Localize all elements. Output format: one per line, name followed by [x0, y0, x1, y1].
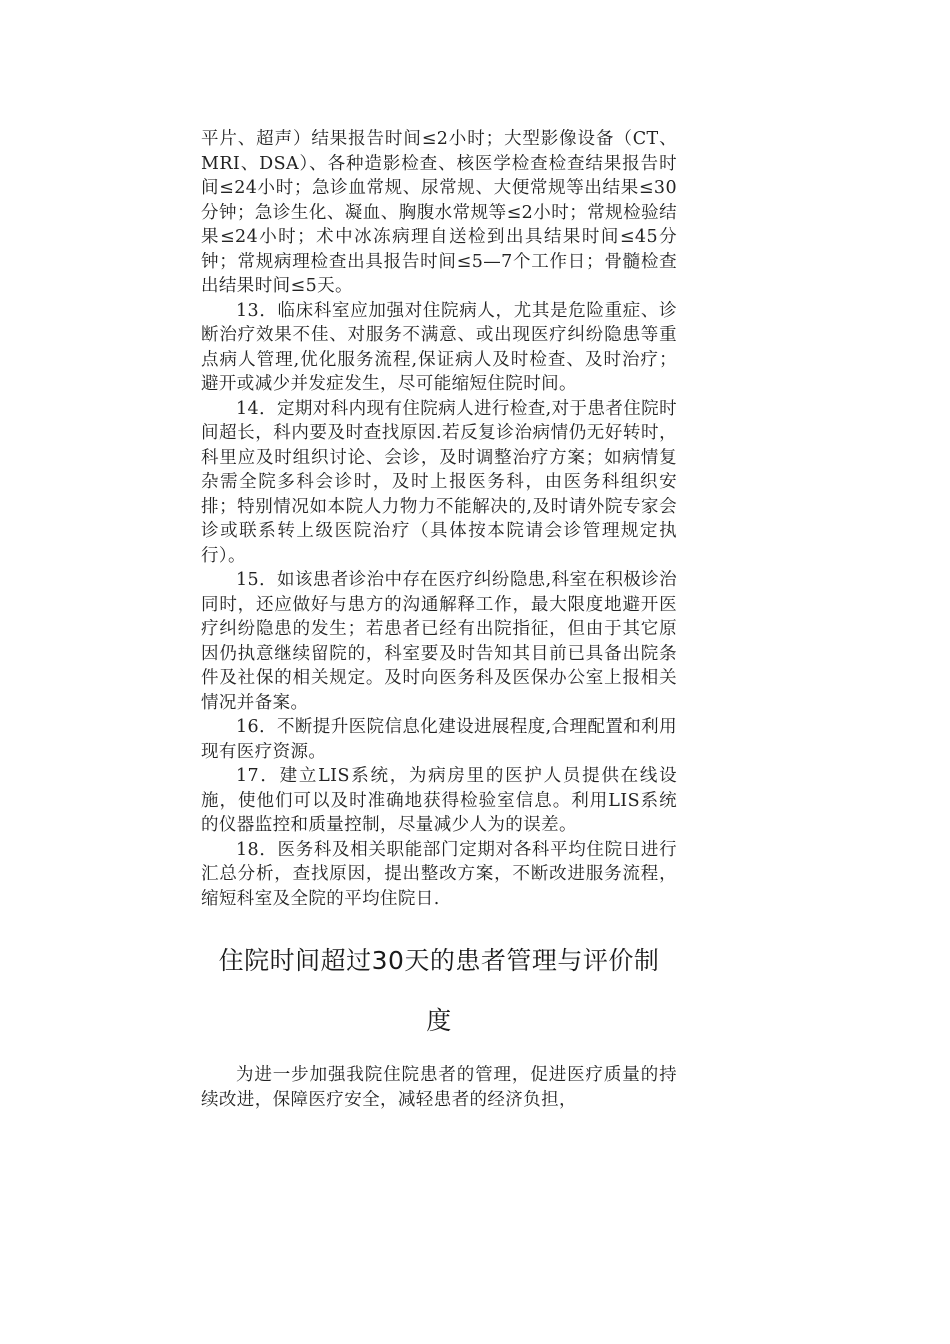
section-title-line-2: 度	[426, 1006, 452, 1035]
paragraph-item-17: 17．建立LIS系统，为病房里的医护人员提供在线设施，使他们可以及时准确地获得检验室信息。利用LIS系统的仪器监控和质量控制，尽量减少人为的误差。	[201, 766, 677, 835]
paragraph-item-13: 13．临床科室应加强对住院病人，尤其是危险重症、诊断治疗效果不佳、对服务不满意、或出现医疗纠纷隐患等重点病人管理,优化服务流程,保证病人及时检查、及时治疗；避开或减少并发症发生，尽可能缩短住院时间。	[201, 300, 677, 394]
paragraph-item-14: 14．定期对科内现有住院病人进行检查,对于患者住院时间超长，科内要及时查找原因.若反复诊治病情仍无好转时，科里应及时组织讨论、会诊，及时调整治疗方案；如病情复杂需全院多科会诊时，及时上报医务科，由医务科组织安排；特别情况如本院人力物力不能解决的,及时请外院专家会诊或联系转上级医院治疗（具体按本院请会诊管理规定执行）。	[201, 398, 677, 566]
paragraph-item-15: 15．如该患者诊治中存在医疗纠纷隐患,科室在积极诊治同时，还应做好与患方的沟通解释工作，最大限度地避开医疗纠纷隐患的发生；若患者已经有出院指征，但由于其它原因仍执意继续留院的，科室要及时告知其目前已具备出院条件及社保的相关规定。及时向医务科及医保办公室上报相关情况并备案。	[201, 570, 677, 713]
section-title	[201, 931, 677, 1051]
paragraph-item-18: 18．医务科及相关职能部门定期对各科平均住院日进行汇总分析，查找原因，提出整改方案，不断改进服务流程，缩短科室及全院的平均住院日.	[201, 839, 677, 909]
document-page	[201, 127, 677, 1112]
paragraph-report-times: 平片、超声）结果报告时间≤2小时；大型影像设备（CT、MRI、DSA）、各种造影检查、核医学检查检查结果报告时间≤24小时；急诊血常规、尿常规、大便常规等出结果≤30分钟；急诊生化、凝血、胸腹水常规等≤2小时；常规检验结果≤24小时；术中冰冻病理自送检到出具结果时间≤45分钟；常规病理检查出具报告时间≤5—7个工作日；骨髓检查出结果时间≤5天。	[201, 129, 677, 296]
paragraph-item-16: 16．不断提升医院信息化建设进展程度,合理配置和利用现有医疗资源。	[201, 717, 677, 762]
paragraph-intro: 为进一步加强我院住院患者的管理，促进医疗质量的持续改进，保障医疗安全，减轻患者的经济负担，	[201, 1065, 677, 1110]
section-title-line-1: 住院时间超过30天的患者管理与评价制	[218, 946, 660, 975]
